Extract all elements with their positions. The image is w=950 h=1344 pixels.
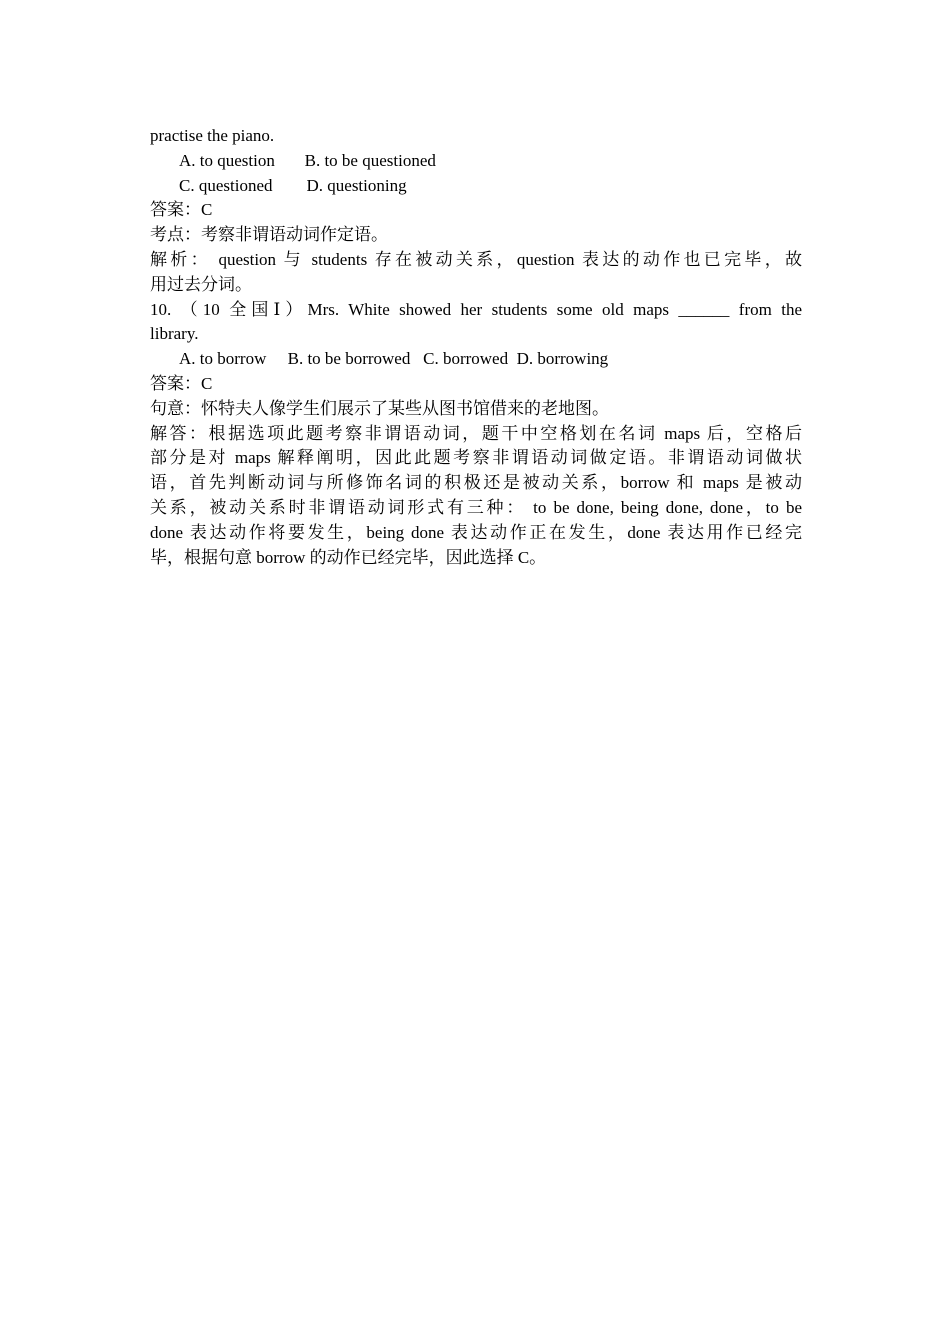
question-9-point: 考点：考察非谓语动词作定语。 [150,225,388,245]
question-10-explanation-line-2: 部分是对 maps 解释阐明，因此此题考察非谓语动词做定语。非谓语动词做状 [150,448,802,468]
question-10-explanation-line-4: 关系，被动关系时非谓语动词形式有三种： to be done, being done, done，to be [150,497,802,517]
question-10-explanation-line-1: 解答：根据选项此题考察非谓语动词，题干中空格划在名词 maps 后，空格后 [150,423,802,443]
question-9-stem-tail: practise the piano. [150,126,275,145]
question-10-options: A. to borrow B. to be borrowed C. borrowed D. borrowing [179,349,609,369]
question-10-explanation-line-6: 毕，根据句意 borrow 的动作已经完毕，因此选择 C。 [150,547,547,567]
question-9-options-row-1: A. to question B. to be questioned [179,150,436,170]
question-10-explanation-line-3: 语，首先判断动词与所修饰名词的积极还是被动关系，borrow 和 maps 是被动 [150,473,802,493]
question-9-analysis-line-1: 解析： question 与 students 存在被动关系，question 表达的动作也已完毕，故 [150,249,802,269]
question-10-stem-line-2: library. [150,324,199,344]
question-9-answer: 答案：C [150,200,213,220]
question-10-stem-line-1: 10. （10 全国Ⅰ）Mrs. White showed her students some old maps ______ from the [150,299,802,319]
question-9-analysis-line-2: 用过去分词。 [150,274,252,294]
question-10-explanation-line-5: done 表达动作将要发生，being done 表达动作正在发生，done 表达用作已经完 [150,522,802,542]
document-page [150,124,802,570]
question-10-meaning: 句意：怀特夫人像学生们展示了某些从图书馆借来的老地图。 [150,398,609,418]
question-10-answer: 答案：C [150,373,213,393]
question-9-options-row-2: C. questioned D. questioning [179,175,407,195]
